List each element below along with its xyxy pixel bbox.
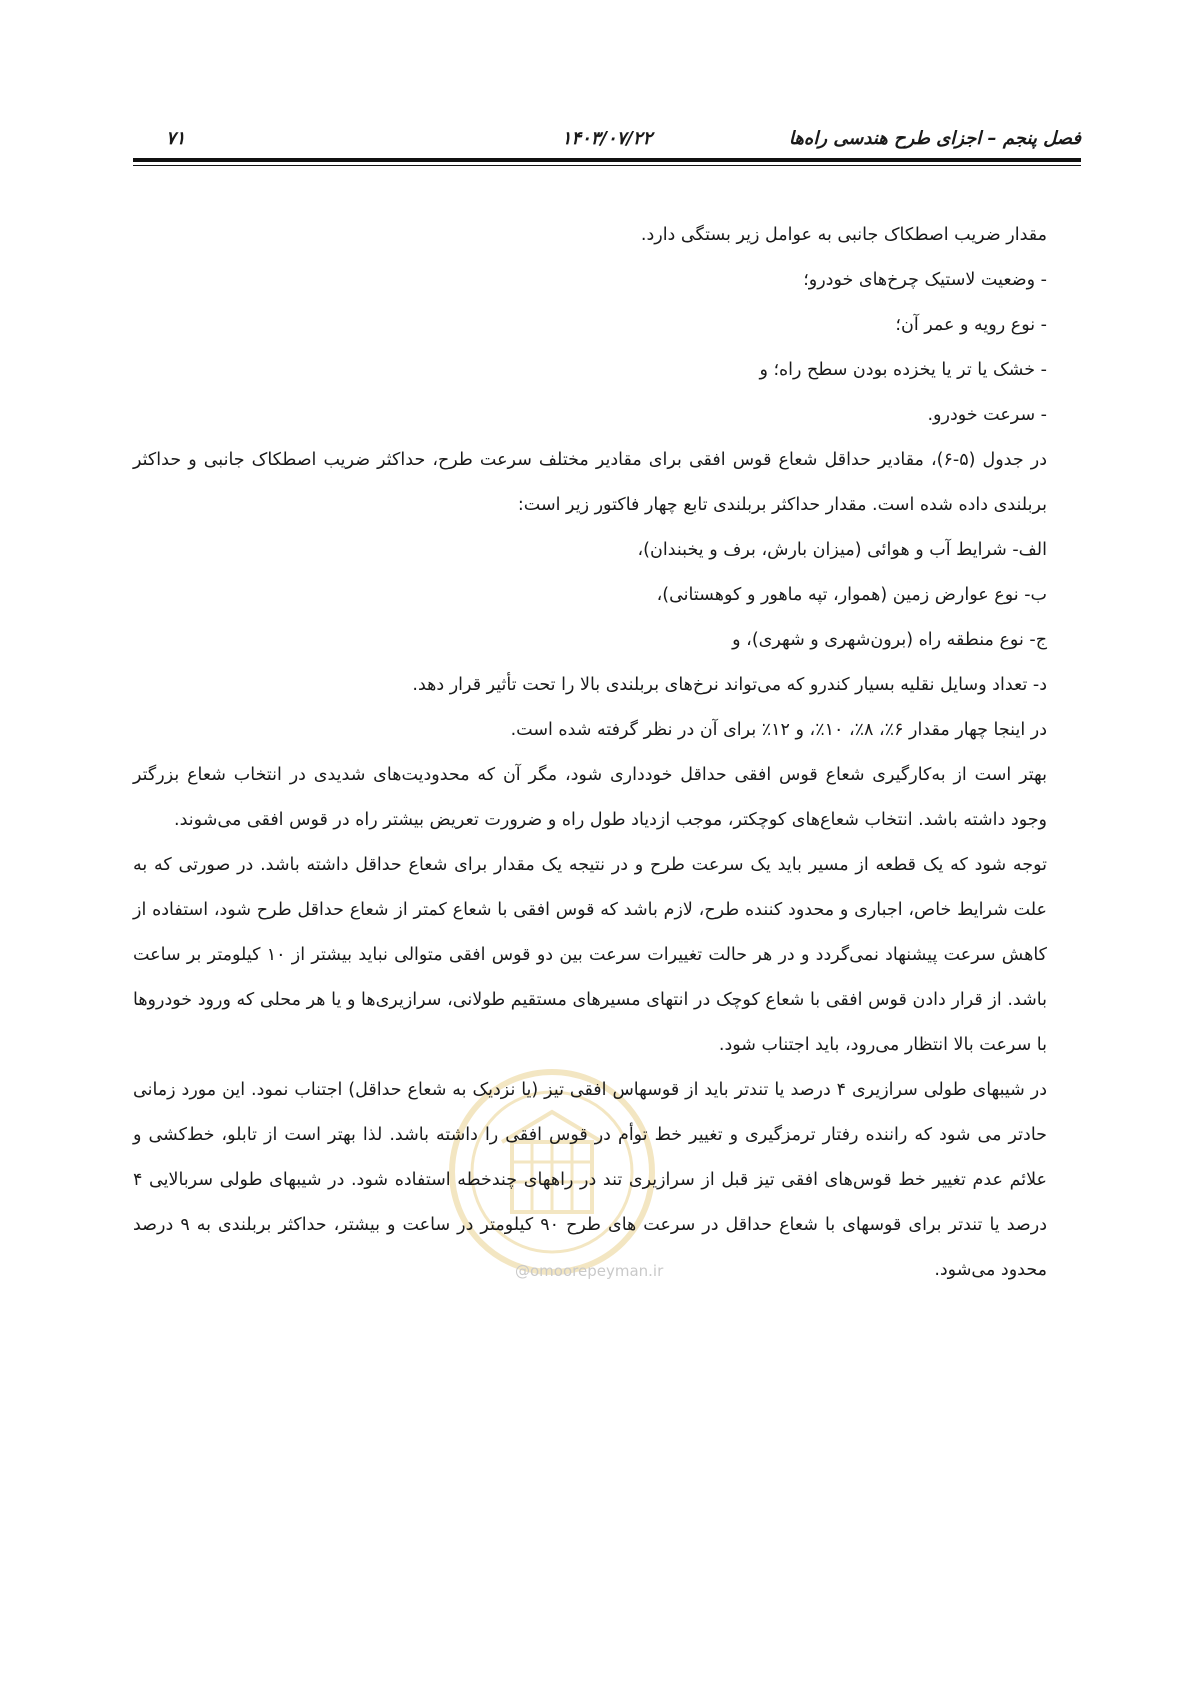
body-text: [133, 213, 1081, 1293]
superelevation-factor-c: ج- نوع منطقه راه (برون‌شهری و شهری)، و: [732, 630, 1047, 650]
watermark-url: @omoorepeyman.ir: [515, 1262, 664, 1280]
header-date: ۱۴۰۳/۰۷/۲۲: [561, 128, 653, 149]
paragraph-design-speed: توجه شود که یک قطعه از مسیر باید یک سرعت طرح و در نتیجه یک مقدار برای شعاع حداقل داشته باشد. در صورتی که به علت شرایط خاص، اجباری و محدود کننده طرح، لازم باشد که قوس افقی با شعاع کمتر از شعاع حداقل طرح شود، استفاده از کاهش سرعت پیشنهاد نمی‌گردد و در هر حالت تغییرات سرعت بین دو قوس افقی متوالی نباید بیشتر از ۱۰ کیلومتر بر ساعت باشد. از قرار دادن قوس افقی با شعاع کوچک در انتهای مسیرهای مستقیم طولانی، سرازیری‌ها و یا هر محلی که ورود خودروها با سرعت بالا انتظار می‌رود، باید اجتناب شود.: [133, 855, 1047, 1055]
friction-factor-2: - نوع رویه و عمر آن؛: [895, 315, 1047, 335]
intro-line: مقدار ضریب اصطکاک جانبی به عوامل زیر بستگی دارد.: [640, 225, 1047, 245]
friction-factor-3: - خشک یا تر یا یخزده بودن سطح راه؛ و: [759, 360, 1047, 380]
paragraph-grades: در شیبهای طولی سرازیری ۴ درصد یا تندتر باید از قوسهاس افقی تیز (یا نزدیک به شعاع حداقل) اجتناب نمود. این مورد زمانی حادتر می شود که راننده رفتار ترمزگیری و تغییر خط توأم در قوس افقی را داشته باشد. لذا بهتر است از تابلو، خط‌کشی و علائم عدم تغییر خط قوس‌های افقی تیز قبل از سرازیری تند در راههای چندخطه استفاده شود. در شیبهای طولی سربالایی ۴ درصد یا تندتر برای قوسهای با شعاع حداقل در سرعت های طرح ۹۰ کیلومتر در ساعت و بیشتر، حداکثر بربلندی به ۹ درصد محدود می‌شود.: [133, 1080, 1047, 1280]
page-header: [133, 128, 1081, 150]
friction-factor-4: - سرعت خودرو.: [927, 405, 1047, 425]
header-rule-thin: [133, 165, 1081, 166]
paragraph-min-radius: بهتر است از به‌کارگیری شعاع قوس افقی حداقل خودداری شود، مگر آن که محدودیت‌های شدیدی در انتخاب شعاع بزرگتر وجود داشته باشد. انتخاب شعاع‌های کوچکتر، موجب ازدیاد طول راه و ضرورت تعریض بیشتر راه در قوس افقی می‌شوند.: [133, 765, 1047, 830]
table-paragraph: در جدول (۵-۶)، مقادیر حداقل شعاع قوس افقی برای مقادیر مختلف سرعت طرح، حداکثر ضریب اصطکاک جانبی و حداکثر بربلندی داده شده است. مقدار حداکثر بربلندی تابع چهار فاکتور زیر است:: [133, 450, 1047, 515]
superelevation-factor-d: د- تعداد وسایل نقلیه بسیار کندرو که می‌تواند نرخ‌های بربلندی بالا را تحت تأثیر قرار دهد.: [412, 675, 1047, 695]
header-rule-thick: [133, 158, 1081, 162]
page-number: ۷۱: [166, 128, 186, 149]
values-line: در اینجا چهار مقدار ۶٪، ۸٪، ۱۰٪، و ۱۲٪ برای آن در نظر گرفته شده است.: [510, 720, 1047, 740]
friction-factor-1: - وضعیت لاستیک چرخ‌های خودرو؛: [803, 270, 1047, 290]
superelevation-factor-a: الف- شرایط آب و هوائی (میزان بارش، برف و یخبندان)،: [637, 540, 1047, 560]
chapter-title: فصل پنجم – اجزای طرح هندسی راه‌ها: [788, 128, 1081, 149]
superelevation-factor-b: ب- نوع عوارض زمین (هموار، تپه ماهور و کوهستانی)،: [656, 585, 1047, 605]
